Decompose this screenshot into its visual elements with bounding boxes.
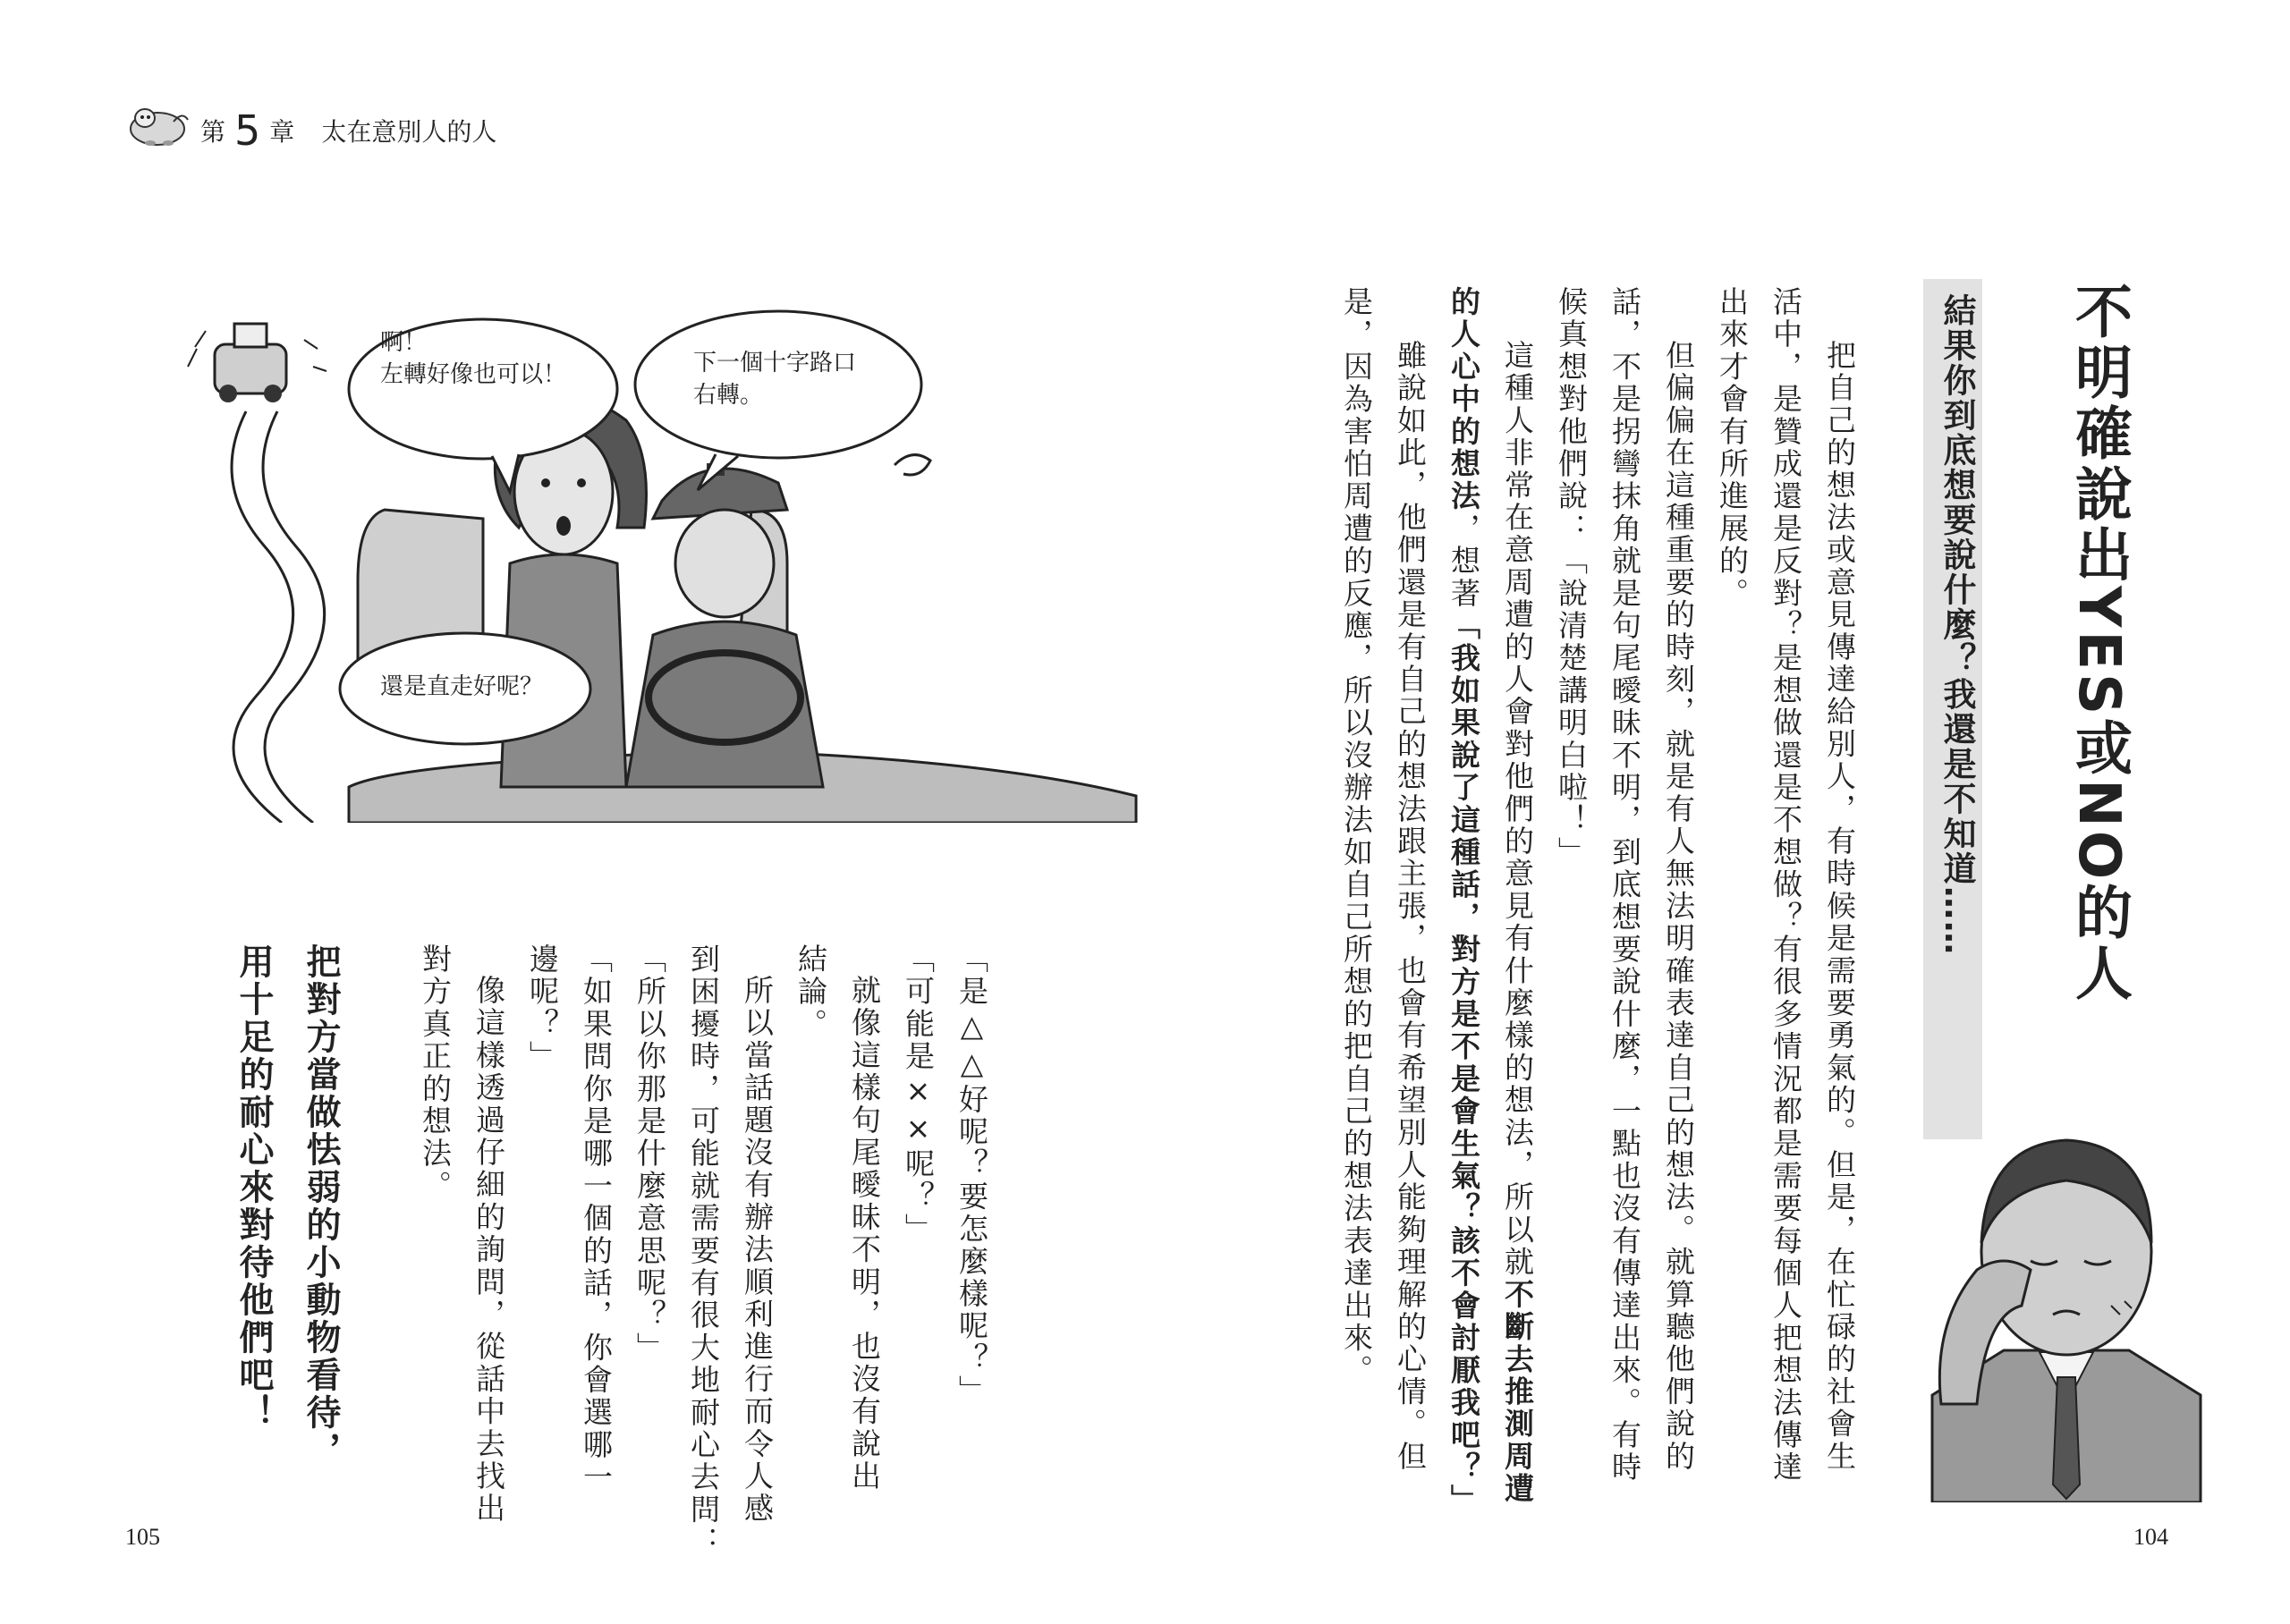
section-title: 不明確說出YES或NO的人 bbox=[2065, 282, 2132, 1005]
body-column bbox=[1500, 340, 1535, 1506]
body-column: 「如果問你是哪一個的話，你會選哪一 bbox=[579, 943, 614, 1494]
body-column: 候真想對他們說：「說清楚講明白啦！」 bbox=[1554, 286, 1589, 869]
section-subtitle: 結果你到底想要說什麼？我還是不知道…… bbox=[1938, 293, 1976, 956]
body-column: 把自己的想法或意見傳達給別人，有時候是需要勇氣的。但是，在忙碌的社會生 bbox=[1822, 340, 1857, 1473]
chapter-label: 第 bbox=[200, 117, 226, 147]
body-column: 「所以你那是什麼意思呢？」 bbox=[632, 943, 667, 1365]
chapter-title: 太在意別人的人 bbox=[321, 117, 497, 147]
emphasis-text: 「我如果說了這種話，對方是不是會生氣？該不會討厭我吧？」 bbox=[1446, 610, 1481, 1517]
bubble-line: 左轉好像也可以！ bbox=[380, 361, 567, 388]
body-column: 「可能是××呢？」 bbox=[901, 943, 936, 1246]
taxi-icon bbox=[215, 324, 286, 402]
body-column bbox=[1446, 286, 1481, 1517]
body-column: 結論。 bbox=[793, 943, 828, 1041]
mascot-icon bbox=[123, 102, 191, 148]
closing-line: 把對方當做怯弱的小動物看待， bbox=[301, 943, 341, 1469]
speech-bubble-bottom: 還是直走好呢？ bbox=[380, 673, 544, 700]
businessman-illustration bbox=[1923, 1109, 2209, 1502]
chapter-suffix: 章 bbox=[269, 117, 295, 147]
body-column: 但偏偏在這種重要的時刻，就是有人無法明確表達自己的想法。就算聽他們說的 bbox=[1661, 340, 1696, 1473]
body-column: 「是△△好呢？要怎麼樣呢？」 bbox=[954, 943, 989, 1408]
body-column: 活中，是贊成還是反對？是想做還是不想做？有很多情況都是需要每個人把想法傳達 bbox=[1768, 286, 1803, 1484]
bubble-line: 右轉。 bbox=[693, 382, 764, 409]
emphasis-text: 的人心中的想法 bbox=[1446, 286, 1481, 513]
body-column: 邊呢？」 bbox=[525, 943, 560, 1073]
body-column: 像這樣透過仔細的詢問，從話中去找出 bbox=[471, 975, 506, 1526]
bubble-line: 啊！ bbox=[380, 329, 428, 356]
body-text: 這種人非常在意周遭的人會對他們的意見有什麼樣的想法，所以就 bbox=[1500, 340, 1535, 1279]
closing-line: 用十足的耐心來對待他們吧！ bbox=[233, 943, 274, 1432]
chapter-number: 5 bbox=[234, 106, 261, 155]
body-text: ，想著 bbox=[1446, 512, 1481, 611]
body-column: 所以當話題沒有辦法順利進行而令人感 bbox=[740, 975, 775, 1526]
body-column: 話，不是拐彎抹角就是句尾曖昧不明，到底想要說什麼，一點也沒有傳達出來。有時 bbox=[1607, 286, 1642, 1484]
body-column: 對方真正的想法。 bbox=[418, 943, 453, 1203]
page-number-left: 105 bbox=[125, 1524, 160, 1550]
emphasis-text: 不斷去推測周遭 bbox=[1500, 1278, 1535, 1506]
body-column: 到困擾時，可能就需要有很大地耐心去問： bbox=[686, 943, 721, 1559]
page-number-right: 104 bbox=[2133, 1524, 2168, 1550]
bubble-line: 下一個十字路口 bbox=[693, 350, 857, 376]
chapter-header bbox=[123, 106, 497, 155]
body-column: 就像這樣句尾曖昧不明，也沒有說出 bbox=[847, 975, 882, 1493]
body-column: 出來才會有所進展的。 bbox=[1715, 286, 1750, 610]
body-column: 雖說如此，他們還是有自己的想法跟主張，也會有希望別人能夠理解的心情。但 bbox=[1393, 340, 1428, 1473]
body-column: 是，因為害怕周遭的反應，所以沒辦法如自己所想的把自己的想法表達出來。 bbox=[1339, 286, 1374, 1387]
speech-bubble-woman bbox=[380, 326, 566, 391]
speech-bubble-driver bbox=[693, 347, 856, 411]
